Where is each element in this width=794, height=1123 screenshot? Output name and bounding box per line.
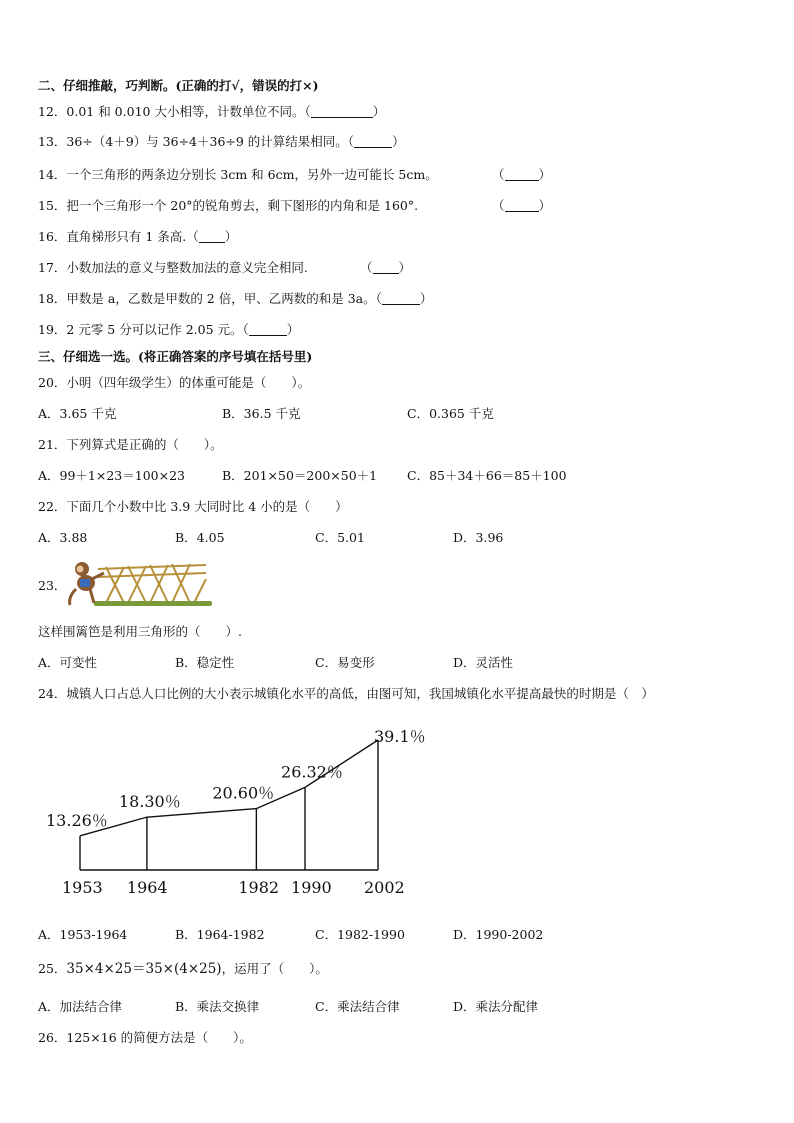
- chart-tick-label-1953: 1953: [62, 878, 103, 897]
- tf-item-text: 小数加法的意义与整数加法的意义完全相同.: [66, 260, 308, 275]
- bracket-open: （: [492, 198, 505, 213]
- grass-base: [94, 601, 212, 606]
- chart-top-line: [80, 740, 378, 836]
- bracket-close: ）: [398, 260, 412, 275]
- tf-item-number: 17．: [38, 260, 67, 275]
- section2-heading: 二、仔细推敲，巧判断。(正确的打√，错误的打×): [38, 78, 319, 93]
- bracket-open: （: [360, 260, 373, 275]
- answer-blank[interactable]: [311, 105, 373, 118]
- q21-stem: 21．下列算式是正确的（ ）。: [38, 437, 223, 452]
- bracket-close: ）: [419, 291, 433, 306]
- chart-value-label-1990: 26.32％: [281, 762, 343, 782]
- tf-item-number: 12．: [38, 104, 67, 119]
- q25-stem: [38, 961, 328, 977]
- tf-item-18: [38, 291, 432, 307]
- q23-option-a[interactable]: A．可变性: [38, 655, 98, 670]
- tf-item-19: [38, 322, 299, 338]
- q20-option-c[interactable]: C．0.365 千克: [407, 406, 494, 421]
- bracket-close: ）: [372, 104, 386, 119]
- tf-item-text: 2 元零 5 分可以记作 2.05 元。（: [66, 322, 249, 337]
- answer-blank[interactable]: [505, 199, 539, 212]
- tf-item-14: [38, 167, 552, 183]
- q23-number: 23．: [38, 578, 67, 593]
- q25-tail: ，运用了（ ）。: [221, 961, 328, 976]
- q22-option-b[interactable]: B．4.05: [175, 530, 225, 545]
- tf-item-15: [38, 198, 552, 214]
- q22-stem: 22．下面几个小数中比 3.9 大同时比 4 小的是（ ）: [38, 499, 348, 514]
- q20-option-b[interactable]: B．36.5 千克: [222, 406, 301, 421]
- answer-blank[interactable]: [249, 323, 287, 336]
- bracket-close: ）: [392, 134, 405, 149]
- tf-item-text: 36÷（4＋9）与 36÷4＋36÷9 的计算结果相同。（: [66, 134, 355, 149]
- q24-option-c[interactable]: C．1982-1990: [315, 927, 405, 942]
- tf-item-number: 14．: [38, 167, 67, 182]
- chart-tick-label-1964: 1964: [126, 878, 168, 897]
- bracket-close: ）: [538, 198, 552, 213]
- q24-option-d[interactable]: D．1990-2002: [453, 927, 544, 942]
- q25-option-a[interactable]: A．加法结合律: [38, 999, 123, 1014]
- answer-blank[interactable]: [382, 292, 420, 305]
- section3-heading: 三、仔细选一选。(将正确答案的序号填在括号里): [38, 349, 313, 364]
- tf-item-text: 一个三角形的两条边分别长 3cm 和 6cm，另外一边可能长 5cm。: [66, 167, 438, 182]
- q23-option-d[interactable]: D．灵活性: [453, 655, 514, 670]
- tf-item-number: 18．: [38, 291, 67, 306]
- bracket-close: ）: [538, 167, 552, 182]
- q24-option-b[interactable]: B．1964-1982: [175, 927, 265, 942]
- q21-option-a[interactable]: A．99＋1×23＝100×23: [38, 468, 186, 483]
- monkey-fence-illustration: [66, 559, 212, 611]
- tf-item-number: 15．: [38, 198, 67, 213]
- tf-item-text: 甲数是 a，乙数是甲数的 2 倍，甲、乙两数的和是 3a。（: [66, 291, 382, 306]
- tf-item-12: [38, 104, 385, 120]
- bracket-open: （: [492, 167, 505, 182]
- q20-stem: 20．小明（四年级学生）的体重可能是（ ）。: [38, 375, 311, 390]
- answer-blank[interactable]: [505, 168, 539, 181]
- q25-option-b[interactable]: B．乘法交换律: [175, 999, 260, 1014]
- q26-stem: 26．125×16 的简便方法是（ ）。: [38, 1030, 252, 1045]
- q25-option-d[interactable]: D．乘法分配律: [453, 999, 539, 1014]
- q22-option-d[interactable]: D．3.96: [453, 530, 504, 545]
- q25-number: 25．: [38, 961, 67, 976]
- chart-value-label-1982: 20.60％: [212, 783, 275, 803]
- tf-item-16: [38, 229, 237, 245]
- q23-stem: 这样围篱笆是利用三角形的（ ）.: [38, 624, 242, 639]
- tf-item-number: 16．: [38, 229, 67, 244]
- answer-blank[interactable]: [373, 261, 399, 274]
- chart-tick-label-2002: 2002: [364, 878, 405, 897]
- tf-item-13: [38, 134, 405, 150]
- answer-blank[interactable]: [354, 135, 392, 148]
- tf-item-17: [38, 260, 412, 276]
- q23-option-b[interactable]: B．稳定性: [175, 655, 235, 670]
- bracket-close: ）: [286, 322, 300, 337]
- q23-option-c[interactable]: C．易变形: [315, 655, 375, 670]
- q25-formula: 35×4×25＝35×(4×25): [66, 961, 222, 977]
- chart-value-label-1953: 13.26％: [46, 810, 108, 830]
- q24-option-a[interactable]: A．1953-1964: [38, 927, 128, 942]
- q25-option-c[interactable]: C．乘法结合律: [315, 999, 400, 1014]
- answer-blank[interactable]: [199, 230, 225, 243]
- answer-bracket: [492, 167, 551, 183]
- q20-option-a[interactable]: A．3.65 千克: [38, 406, 117, 421]
- chart-tick-label-1990: 1990: [291, 878, 332, 897]
- tf-item-number: 19．: [38, 322, 67, 337]
- q22-option-c[interactable]: C．5.01: [315, 530, 365, 545]
- answer-bracket: [492, 198, 551, 214]
- chart-value-label-1964: 18.30％: [118, 792, 181, 812]
- bracket-close: ）: [224, 229, 238, 244]
- answer-bracket: [360, 260, 411, 276]
- chart-tick-label-1982: 1982: [238, 878, 280, 897]
- chart-value-label-2002: 39.1％: [374, 727, 426, 746]
- tf-item-text: 把一个三角形一个 20°的锐角剪去，剩下图形的内角和是 160°.: [66, 198, 419, 213]
- tf-item-text: 直角梯形只有 1 条高.（: [66, 229, 199, 244]
- tf-item-number: 13．: [38, 134, 67, 149]
- q24-stem: 24．城镇人口占总人口比例的大小表示城镇化水平的高低，由图可知，我国城镇化水平提高最快的时期是（ ）: [38, 686, 654, 701]
- q21-option-c[interactable]: C．85＋34＋66＝85＋100: [407, 468, 567, 483]
- fence-illustration: [98, 564, 206, 603]
- q21-option-b[interactable]: B．201×50＝200×50＋1: [222, 468, 378, 483]
- q22-option-a[interactable]: A．3.88: [38, 530, 88, 545]
- tf-item-text: 0.01 和 0.010 大小相等，计数单位不同。（: [66, 104, 311, 119]
